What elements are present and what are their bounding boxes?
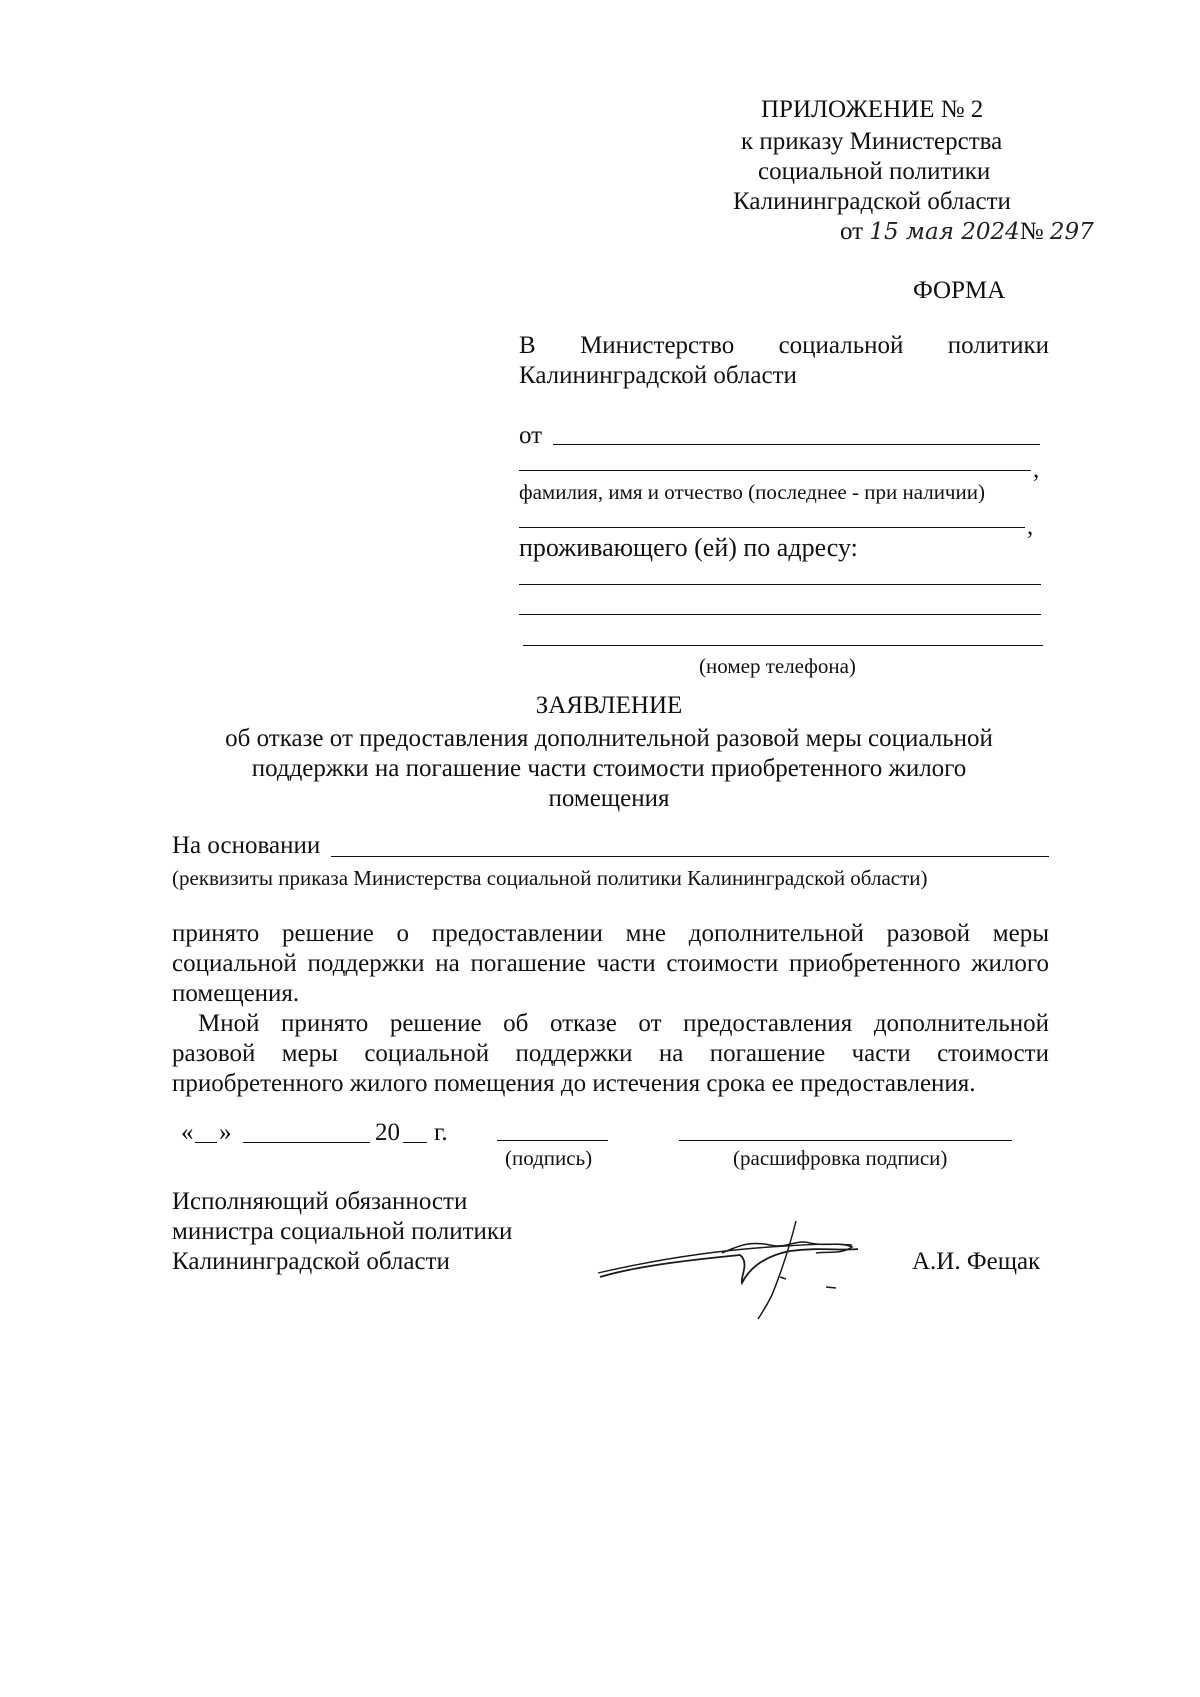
year-field[interactable] xyxy=(403,1142,427,1143)
paragraph-1-line-1: принято решение о предоставлении мне дополнительной разовой меры xyxy=(172,920,1049,947)
appendix-title: ПРИЛОЖЕНИЕ № 2 xyxy=(761,96,984,123)
handwritten-signature xyxy=(590,1215,880,1325)
day-field[interactable] xyxy=(195,1142,217,1143)
date-prefix: от xyxy=(840,218,864,245)
address-field-2[interactable] xyxy=(519,614,1041,615)
comma-2: , xyxy=(1027,513,1034,540)
appendix-date-line xyxy=(840,216,1094,248)
position-line-3: Калининградской области xyxy=(172,1248,450,1275)
position-line-2: министра социальной политики xyxy=(172,1218,513,1245)
statement-subtitle-1: об отказе от предоставления дополнительной разовой меры социальной xyxy=(225,725,993,752)
signer-name: А.И. Фещак xyxy=(912,1248,1041,1275)
basis-field[interactable] xyxy=(331,856,1049,857)
handwritten-date: 15 мая 2024 xyxy=(869,219,1020,245)
year-suffix: г. xyxy=(434,1119,448,1146)
basis-caption: (реквизиты приказа Министерства социальной политики Калининградской области) xyxy=(172,866,928,890)
addressee-word-3: социальной xyxy=(778,332,904,359)
handwritten-number: 297 xyxy=(1049,219,1094,245)
paragraph-1-line-2: социальной поддержки на погашение части стоимости приобретенного жилого xyxy=(172,950,1049,977)
addressee-word-2: Министерство xyxy=(580,332,735,359)
addressee-word-4: политики xyxy=(947,332,1049,359)
statement-title: ЗАЯВЛЕНИЕ xyxy=(535,692,683,719)
addressee-word-1: В xyxy=(519,332,536,359)
appendix-order-line: к приказу Министерства xyxy=(741,128,1003,155)
addressee-line-2: Калининградской области xyxy=(519,362,797,389)
signature-caption: (подпись) xyxy=(505,1146,593,1170)
paragraph-1-line-3: помещения. xyxy=(172,980,300,1007)
address-label: проживающего (ей) по адресу: xyxy=(519,533,858,562)
signature-field[interactable] xyxy=(497,1140,608,1141)
month-field[interactable] xyxy=(243,1142,370,1143)
number-sign: № xyxy=(1019,218,1044,245)
year-prefix: 20 xyxy=(375,1119,400,1146)
paragraph-2-line-1: Мной принято решение об отказе от предоставления дополнительной xyxy=(198,1010,1049,1037)
basis-label: На основании xyxy=(172,832,321,859)
date-close-quote: » xyxy=(219,1119,232,1146)
name-caption: фамилия, имя и отчество (последнее - при наличии) xyxy=(519,480,985,504)
applicant-name-field-2[interactable] xyxy=(519,470,1031,471)
position-line-1: Исполняющий обязанности xyxy=(172,1188,468,1215)
from-label: от xyxy=(519,422,543,449)
applicant-extra-field[interactable] xyxy=(519,527,1025,528)
address-field-1[interactable] xyxy=(519,584,1041,585)
form-label: ФОРМА xyxy=(913,277,1006,304)
phone-field[interactable] xyxy=(523,645,1043,646)
statement-subtitle-2: поддержки на погашение части стоимости приобретенного жилого xyxy=(251,755,967,782)
phone-caption: (номер телефона) xyxy=(699,654,856,678)
addressee-line-1 xyxy=(519,330,1049,362)
paragraph-2-line-3: приобретенного жилого помещения до истечения срока ее предоставления. xyxy=(172,1070,976,1097)
appendix-ministry-line: социальной политики xyxy=(758,158,991,185)
transcript-caption: (расшифровка подписи) xyxy=(733,1146,948,1170)
applicant-name-field-1[interactable] xyxy=(553,444,1040,445)
statement-subtitle-3: помещения xyxy=(548,785,670,812)
date-open-quote: « xyxy=(181,1119,194,1146)
signature-transcript-field[interactable] xyxy=(679,1140,1012,1141)
appendix-region-line: Калининградской области xyxy=(733,188,1011,215)
comma-1: , xyxy=(1033,456,1040,483)
paragraph-2-line-2: разовой меры социальной поддержки на погашение части стоимости xyxy=(172,1040,1049,1067)
